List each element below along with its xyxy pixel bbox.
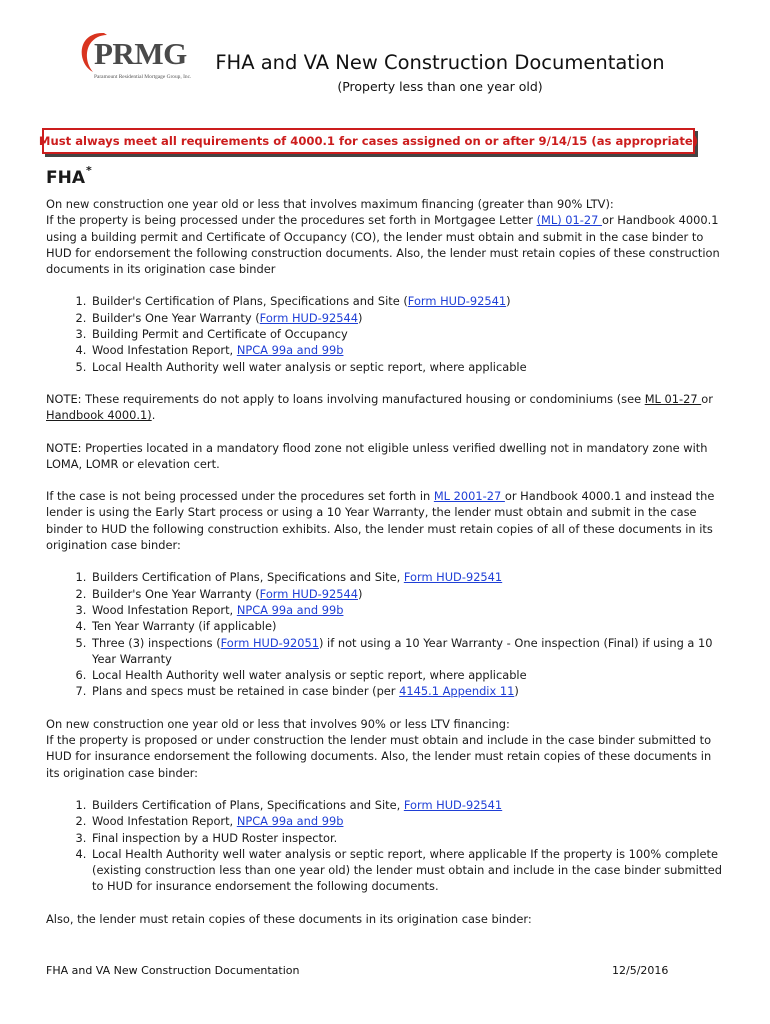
form-hud-92541-link[interactable]: Form HUD-92541: [403, 797, 503, 812]
list-item: [90, 310, 726, 326]
list-item-text: Three (3) inspections (: [92, 635, 221, 650]
list-item: [90, 846, 726, 895]
requirements-banner: [38, 128, 699, 154]
list-item: [90, 293, 726, 309]
paragraph-text: On new construction one year old or less that involves 90% or less LTV financing:: [46, 716, 510, 731]
list-item-text: Building Permit and Certificate of Occupancy: [92, 327, 348, 342]
list-item: [90, 830, 726, 846]
logo-wordmark: PRMG: [94, 36, 187, 71]
list-item-text: Builder's One Year Warranty (: [92, 586, 260, 601]
list-item-text: Builders Certification of Plans, Specifications and Site,: [92, 570, 404, 585]
ml-2001-27-link[interactable]: ML 2001-27: [433, 489, 505, 504]
form-hud-92541-link[interactable]: Form HUD-92541: [403, 570, 503, 585]
note-text: or: [701, 391, 713, 406]
low-ltv-documents-list: [46, 797, 726, 895]
document-subtitle: (Property less than one year old): [337, 79, 543, 94]
list-item-text: ): [514, 684, 519, 699]
npca-99a-99b-link[interactable]: NPCA 99a and 99b: [236, 343, 344, 358]
list-item-text: Builders Certification of Plans, Specifications and Site,: [92, 797, 404, 812]
logo-tagline: Paramount Residential Mortgage Group, Inc.: [94, 74, 192, 80]
list-item-text: Final inspection by a HUD Roster inspector.: [92, 830, 338, 845]
list-item-text: Builder's One Year Warranty (: [92, 310, 260, 325]
npca-99a-99b-link[interactable]: NPCA 99a and 99b: [236, 814, 344, 829]
list-item-text: ): [358, 586, 363, 601]
list-item-text: Ten Year Warranty (if applicable): [92, 619, 277, 634]
intro-line: On new construction one year old or less that involves maximum financing (greater than 90% LTV):: [46, 197, 614, 211]
paragraph-text: or Handbook 4000.1 and instead the lender is using the Early Start process or using a 10 Year Warranty, the lender must obtain and submit in the case binder to HUD the following construction exhibits. Also, the lender must retain copies of all of these documents in its origination case binder:: [46, 489, 715, 553]
fha-heading-mark: *: [86, 164, 92, 177]
list-item: [90, 342, 726, 358]
list-item: [90, 683, 726, 699]
prmg-logo: [74, 30, 204, 88]
note-manufactured-housing: [46, 391, 726, 424]
list-item: [90, 602, 726, 618]
appendix-11-link[interactable]: 4145.1 Appendix 11: [399, 684, 515, 699]
closing-paragraph: Also, the lender must retain copies of these documents in its origination case binder:: [46, 911, 532, 926]
list-item-text: ): [506, 294, 511, 309]
footer-date: 12/5/2016: [612, 964, 669, 977]
list-item-text: Local Health Authority well water analysis or septic report, where applicable: [92, 668, 527, 683]
list-item-text: Local Health Authority well water analysis or septic report, where applicable: [92, 359, 527, 374]
list-item-text: ) if not using a 10 Year Warranty - One inspection (Final) if using a 10 Year Warranty: [92, 635, 713, 666]
handbook-reference[interactable]: Handbook 4000.1): [46, 408, 152, 423]
list-item: [90, 813, 726, 829]
list-item-text: ): [358, 310, 363, 325]
early-start-paragraph: [46, 488, 726, 553]
list-item-text: Wood Infestation Report,: [92, 343, 237, 358]
construction-documents-list: [46, 293, 726, 374]
list-item: [90, 326, 726, 342]
note-flood-zone: NOTE: Properties located in a mandatory flood zone not eligible unless verified dwelling not in mandatory zone with LOMA, LOMR or elevation cert.: [46, 440, 708, 471]
list-item: [90, 667, 726, 683]
list-item-text: Local Health Authority well water analysis or septic report, where applicable If the property is 100% complete (existing construction less than one year old) the lender must obtain and include in the case binder submitted to HUD for insurance endorsement the following documents.: [92, 846, 722, 894]
note-text: .: [151, 408, 156, 423]
list-item-text: Wood Infestation Report,: [92, 602, 237, 617]
list-item-text: Wood Infestation Report,: [92, 814, 237, 829]
list-item: [90, 618, 726, 634]
form-hud-92544-link[interactable]: Form HUD-92544: [259, 310, 359, 325]
list-item-text: Builder's Certification of Plans, Specifications and Site (: [92, 294, 408, 309]
form-hud-92541-link[interactable]: Form HUD-92541: [407, 294, 507, 309]
list-item: [90, 569, 726, 585]
fha-heading: [46, 166, 726, 190]
note-text: NOTE: These requirements do not apply to loans involving manufactured housing or condominiums (see: [46, 391, 645, 406]
ml-01-27-reference[interactable]: ML 01-27: [644, 391, 702, 406]
list-item-text: Plans and specs must be retained in case binder (per: [92, 684, 400, 699]
document-body: [46, 166, 726, 927]
para1-before: If the property is being processed under the procedures set forth in Mortgagee Letter: [46, 213, 537, 228]
low-ltv-paragraph: [46, 716, 726, 781]
ml-01-27-link[interactable]: (ML) 01-27: [536, 213, 602, 228]
list-item: [90, 586, 726, 602]
form-hud-92051-link[interactable]: Form HUD-92051: [220, 635, 319, 650]
form-hud-92544-link[interactable]: Form HUD-92544: [259, 586, 359, 601]
paragraph-text: If the property is proposed or under construction the lender must obtain and include in the case binder submitted to HUD for insurance endorsement the following documents. Also, the lender must retain copies of these documents in its origination case binder:: [46, 733, 712, 780]
fha-intro: [46, 196, 726, 277]
construction-exhibits-list: [46, 569, 726, 699]
paragraph-text: If the case is not being processed under the procedures set forth in: [46, 489, 434, 504]
requirements-banner-text: Must always meet all requirements of 4000.1 for cases assigned on or after 9/14/15 (as appropriate): [38, 134, 699, 148]
document-title: FHA and VA New Construction Documentation: [215, 51, 665, 74]
footer-document-name: FHA and VA New Construction Documentation: [46, 964, 300, 977]
fha-heading-text: FHA: [46, 168, 85, 188]
list-item: [90, 359, 726, 375]
npca-99a-99b-link[interactable]: NPCA 99a and 99b: [236, 602, 344, 617]
para1-after: or Handbook 4000.1 using a building permit and Certificate of Occupancy (CO), the lender must obtain and submit in the case binder to HUD for endorsement the following construction documents. Also, the lender must retain copies of these construction documents in its origination case binder: [46, 213, 720, 277]
list-item: [90, 635, 726, 668]
list-item: [90, 797, 726, 813]
